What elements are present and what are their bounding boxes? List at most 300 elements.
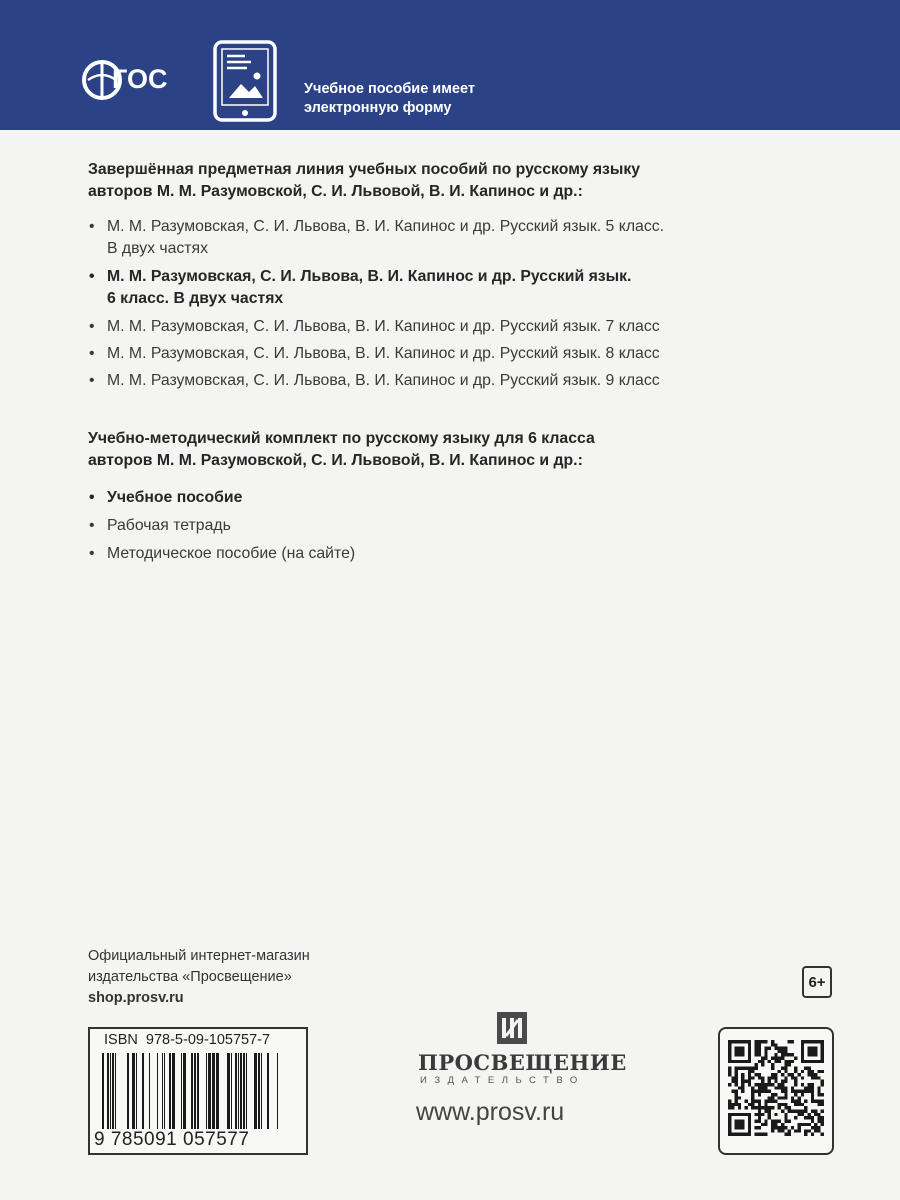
qr-module	[758, 1090, 761, 1093]
qr-module	[778, 1126, 781, 1129]
qr-module	[804, 1116, 807, 1119]
qr-module	[741, 1080, 744, 1083]
publisher-name: ПРОСВЕЩЕНИЕ	[418, 1050, 627, 1075]
qr-module	[731, 1090, 734, 1093]
qr-module	[758, 1133, 761, 1136]
qr-module	[807, 1070, 810, 1073]
list-item-text: 6 класс. В двух частях	[107, 290, 284, 307]
qr-module	[784, 1090, 787, 1093]
qr-module	[804, 1100, 807, 1103]
qr-module	[807, 1073, 810, 1076]
qr-module	[784, 1133, 787, 1136]
list-item-text: М. М. Разумовская, С. И. Львова, В. И. Капинос и др. Русский язык.	[107, 268, 632, 285]
qr-module	[774, 1119, 777, 1122]
qr-module	[774, 1057, 777, 1060]
qr-module	[821, 1083, 824, 1086]
qr-module	[781, 1047, 784, 1050]
qr-module	[774, 1076, 777, 1079]
qr-module	[821, 1100, 824, 1103]
qr-module	[754, 1040, 757, 1043]
qr-module	[814, 1123, 817, 1126]
qr-module	[794, 1057, 797, 1060]
qr-module	[794, 1110, 797, 1113]
qr-module	[761, 1123, 764, 1126]
qr-module	[801, 1093, 804, 1096]
qr-module	[728, 1103, 731, 1106]
qr-module	[751, 1093, 754, 1096]
qr-module	[784, 1070, 787, 1073]
qr-module	[804, 1090, 807, 1093]
qr-module	[771, 1057, 774, 1060]
qr-module	[784, 1096, 787, 1099]
qr-module	[788, 1063, 791, 1066]
qr-module	[774, 1080, 777, 1083]
qr-module	[758, 1086, 761, 1089]
qr-module	[735, 1090, 738, 1093]
qr-module	[791, 1060, 794, 1063]
publisher-subtitle: ИЗДАТЕЛЬСТВО	[420, 1075, 585, 1086]
qr-module	[771, 1043, 774, 1046]
qr-module	[768, 1076, 771, 1079]
shop-line-1: Официальный интернет-магазин	[88, 948, 310, 964]
qr-module	[804, 1133, 807, 1136]
qr-module	[741, 1083, 744, 1086]
qr-module	[751, 1066, 754, 1069]
qr-module	[821, 1116, 824, 1119]
qr-module	[794, 1103, 797, 1106]
qr-module	[781, 1103, 784, 1106]
qr-module	[784, 1063, 787, 1066]
kit-title-line-1: Учебно-методический комплект по русскому языку для 6 класса	[88, 430, 595, 447]
qr-module	[758, 1126, 761, 1129]
qr-module	[768, 1110, 771, 1113]
qr-module	[758, 1100, 761, 1103]
qr-module	[807, 1116, 810, 1119]
qr-module	[768, 1080, 771, 1083]
barcode-bar	[164, 1053, 165, 1129]
series-section	[88, 159, 828, 392]
isbn-label: ISBN 978-5-09-105757-7	[104, 1032, 271, 1048]
qr-module	[768, 1106, 771, 1109]
barcode-bar	[197, 1053, 199, 1129]
barcode-bar	[127, 1053, 129, 1129]
qr-module	[817, 1119, 820, 1122]
qr-module	[798, 1100, 801, 1103]
qr-code-image[interactable]	[728, 1040, 824, 1136]
qr-module	[807, 1090, 810, 1093]
qr-module	[814, 1113, 817, 1116]
qr-module	[791, 1073, 794, 1076]
series-list	[88, 216, 828, 392]
list-item-text: М. М. Разумовская, С. И. Львова, В. И. Капинос и др. Русский язык. 5 класс.	[107, 218, 665, 235]
qr-module	[771, 1129, 774, 1132]
qr-module	[774, 1053, 777, 1056]
eform-line-1: Учебное пособие имеет	[304, 81, 475, 97]
qr-module	[761, 1106, 764, 1109]
qr-module	[811, 1119, 814, 1122]
qr-module	[754, 1119, 757, 1122]
qr-module	[821, 1080, 824, 1083]
qr-module	[814, 1129, 817, 1132]
qr-module	[788, 1060, 791, 1063]
qr-module	[764, 1086, 767, 1089]
qr-module	[778, 1096, 781, 1099]
qr-module	[791, 1086, 794, 1089]
qr-module	[758, 1110, 761, 1113]
barcode-bar	[240, 1053, 242, 1129]
list-item	[88, 316, 828, 338]
qr-module	[735, 1103, 738, 1106]
qr-module	[804, 1086, 807, 1089]
barcode-bar	[206, 1053, 207, 1129]
qr-module	[814, 1073, 817, 1076]
qr-module	[758, 1119, 761, 1122]
qr-module	[798, 1096, 801, 1099]
qr-module	[817, 1093, 820, 1096]
barcode-bar	[246, 1053, 247, 1129]
qr-module	[764, 1106, 767, 1109]
qr-module	[771, 1063, 774, 1066]
qr-module	[817, 1103, 820, 1106]
qr-module	[748, 1076, 751, 1079]
qr-module	[814, 1076, 817, 1079]
qr-module	[745, 1106, 748, 1109]
qr-module	[741, 1073, 744, 1076]
qr-module	[778, 1070, 781, 1073]
qr-code-box	[718, 1027, 834, 1155]
qr-module	[758, 1083, 761, 1086]
qr-module	[821, 1123, 824, 1126]
qr-module	[784, 1103, 787, 1106]
qr-module	[794, 1116, 797, 1119]
qr-module	[821, 1110, 824, 1113]
qr-module	[821, 1119, 824, 1122]
qr-module	[784, 1086, 787, 1089]
qr-module	[761, 1060, 764, 1063]
barcode-bar	[169, 1053, 171, 1129]
qr-module	[738, 1096, 741, 1099]
qr-module	[788, 1073, 791, 1076]
qr-module	[781, 1090, 784, 1093]
barcode-bar	[194, 1053, 196, 1129]
prosveshchenie-logo-icon	[497, 1012, 527, 1044]
qr-module	[758, 1093, 761, 1096]
qr-module	[781, 1050, 784, 1053]
qr-module	[764, 1057, 767, 1060]
qr-module	[814, 1110, 817, 1113]
qr-module	[764, 1123, 767, 1126]
qr-module	[761, 1063, 764, 1066]
series-title-line-2: авторов М. М. Разумовской, С. И. Львовой, В. И. Капинос и др.:	[88, 183, 583, 200]
qr-module	[794, 1080, 797, 1083]
qr-module	[788, 1133, 791, 1136]
qr-module	[778, 1129, 781, 1132]
qr-module	[771, 1106, 774, 1109]
qr-module	[758, 1040, 761, 1043]
qr-module	[764, 1083, 767, 1086]
qr-module	[764, 1133, 767, 1136]
qr-module	[811, 1093, 814, 1096]
qr-module	[784, 1060, 787, 1063]
qr-module	[735, 1100, 738, 1103]
qr-module	[784, 1076, 787, 1079]
qr-module	[778, 1083, 781, 1086]
qr-module	[807, 1066, 810, 1069]
qr-module	[794, 1083, 797, 1086]
qr-module	[791, 1096, 794, 1099]
barcode-bar	[115, 1053, 116, 1129]
list-item-text: В двух частях	[107, 240, 208, 257]
barcode-bar	[181, 1053, 182, 1129]
qr-module	[794, 1070, 797, 1073]
barcode-bar	[254, 1053, 257, 1129]
qr-module	[761, 1040, 764, 1043]
qr-module	[784, 1053, 787, 1056]
qr-module	[771, 1096, 774, 1099]
qr-module	[811, 1126, 814, 1129]
qr-module	[798, 1073, 801, 1076]
publisher-website[interactable]: www.prosv.ru	[416, 1098, 565, 1126]
qr-module	[817, 1126, 820, 1129]
qr-module	[745, 1080, 748, 1083]
qr-module	[784, 1093, 787, 1096]
qr-module	[781, 1086, 784, 1089]
qr-module	[764, 1040, 767, 1043]
qr-module	[771, 1073, 774, 1076]
qr-module	[758, 1050, 761, 1053]
eform-notice	[304, 80, 475, 118]
qr-module	[814, 1100, 817, 1103]
qr-module	[784, 1126, 787, 1129]
qr-module	[817, 1076, 820, 1079]
qr-module	[741, 1086, 744, 1089]
qr-module	[778, 1060, 781, 1063]
qr-module	[778, 1057, 781, 1060]
qr-module	[798, 1123, 801, 1126]
barcode-bar	[112, 1053, 114, 1129]
qr-module	[771, 1076, 774, 1079]
series-title-line-1: Завершённая предметная линия учебных пособий по русскому языку	[88, 161, 641, 178]
barcode-bar	[216, 1053, 219, 1129]
qr-module	[817, 1086, 820, 1089]
qr-module	[728, 1070, 731, 1073]
qr-module	[817, 1116, 820, 1119]
qr-module	[811, 1116, 814, 1119]
qr-module	[738, 1103, 741, 1106]
qr-module	[768, 1096, 771, 1099]
list-item-text: М. М. Разумовская, С. И. Львова, В. И. Капинос и др. Русский язык. 9 класс	[107, 372, 660, 389]
qr-module	[801, 1103, 804, 1106]
qr-module	[801, 1113, 804, 1116]
barcode-bar	[142, 1053, 144, 1129]
qr-module	[804, 1106, 807, 1109]
qr-module	[758, 1060, 761, 1063]
qr-module	[761, 1083, 764, 1086]
qr-module	[745, 1100, 748, 1103]
qr-module	[781, 1129, 784, 1132]
qr-module	[764, 1090, 767, 1093]
qr-module	[731, 1103, 734, 1106]
qr-module	[771, 1093, 774, 1096]
shop-info	[88, 946, 310, 1009]
qr-module	[794, 1093, 797, 1096]
qr-module	[794, 1076, 797, 1079]
qr-module	[748, 1083, 751, 1086]
qr-module	[798, 1113, 801, 1116]
barcode-bar	[136, 1053, 137, 1129]
qr-module	[821, 1103, 824, 1106]
qr-module	[798, 1126, 801, 1129]
qr-module	[738, 1106, 741, 1109]
qr-module	[754, 1090, 757, 1093]
qr-module	[807, 1047, 817, 1057]
tablet-image-icon	[213, 40, 277, 122]
shop-url[interactable]: shop.prosv.ru	[88, 990, 184, 1006]
qr-module	[774, 1113, 777, 1116]
barcode-bar	[162, 1053, 163, 1129]
list-item	[88, 216, 828, 260]
qr-module	[735, 1080, 738, 1083]
barcode-bar	[243, 1053, 245, 1129]
qr-module	[771, 1123, 774, 1126]
barcode-bar	[172, 1053, 175, 1129]
qr-module	[754, 1050, 757, 1053]
shop-line-2: издательства «Просвещение»	[88, 969, 292, 985]
qr-module	[748, 1066, 751, 1069]
qr-module	[741, 1090, 744, 1093]
qr-module	[758, 1043, 761, 1046]
qr-module	[798, 1110, 801, 1113]
qr-module	[801, 1083, 804, 1086]
barcode-bar	[110, 1053, 111, 1129]
qr-module	[791, 1100, 794, 1103]
qr-module	[735, 1073, 738, 1076]
qr-module	[774, 1060, 777, 1063]
qr-module	[754, 1066, 757, 1069]
qr-module	[788, 1110, 791, 1113]
qr-module	[817, 1070, 820, 1073]
qr-module	[751, 1070, 754, 1073]
qr-module	[794, 1066, 797, 1069]
barcode-bar	[132, 1053, 135, 1129]
qr-module	[735, 1070, 738, 1073]
qr-module	[798, 1129, 801, 1132]
qr-module	[754, 1113, 757, 1116]
qr-module	[754, 1100, 757, 1103]
qr-module	[771, 1126, 774, 1129]
qr-module	[817, 1090, 820, 1093]
qr-module	[764, 1110, 767, 1113]
qr-module	[807, 1113, 810, 1116]
list-item-text: М. М. Разумовская, С. И. Львова, В. И. Капинос и др. Русский язык. 7 класс	[107, 318, 660, 335]
qr-module	[774, 1047, 777, 1050]
qr-module	[781, 1073, 784, 1076]
qr-module	[811, 1090, 814, 1093]
barcode-image	[98, 1053, 298, 1129]
qr-module	[728, 1066, 731, 1069]
qr-module	[821, 1133, 824, 1136]
qr-module	[784, 1050, 787, 1053]
qr-module	[771, 1100, 774, 1103]
qr-module	[768, 1047, 771, 1050]
qr-module	[761, 1080, 764, 1083]
qr-module	[811, 1100, 814, 1103]
qr-module	[821, 1070, 824, 1073]
qr-module	[768, 1116, 771, 1119]
qr-module	[781, 1096, 784, 1099]
qr-module	[758, 1116, 761, 1119]
header-banner	[0, 0, 900, 130]
qr-module	[758, 1053, 761, 1056]
qr-module	[751, 1086, 754, 1089]
qr-module	[804, 1066, 807, 1069]
qr-module	[817, 1113, 820, 1116]
qr-module	[748, 1073, 751, 1076]
barcode-bar	[191, 1053, 193, 1129]
qr-module	[788, 1040, 791, 1043]
qr-module	[801, 1110, 804, 1113]
barcode-bar	[235, 1053, 237, 1129]
barcode-bar	[149, 1053, 150, 1129]
qr-module	[761, 1086, 764, 1089]
barcode-bar	[107, 1053, 109, 1129]
qr-module	[728, 1073, 731, 1076]
qr-module	[804, 1129, 807, 1132]
qr-module	[811, 1070, 814, 1073]
qr-module	[791, 1076, 794, 1079]
barcode-bar	[208, 1053, 211, 1129]
qr-module	[751, 1100, 754, 1103]
qr-module	[774, 1086, 777, 1089]
qr-module	[745, 1066, 748, 1069]
qr-module	[728, 1083, 731, 1086]
qr-module	[761, 1113, 764, 1116]
qr-module	[778, 1047, 781, 1050]
eform-line-2: электронную форму	[304, 100, 452, 116]
series-title	[88, 159, 828, 203]
barcode-bar	[231, 1053, 232, 1129]
qr-module	[788, 1119, 791, 1122]
qr-module	[774, 1043, 777, 1046]
qr-module	[781, 1083, 784, 1086]
qr-module	[807, 1083, 810, 1086]
qr-module	[781, 1080, 784, 1083]
qr-module	[811, 1073, 814, 1076]
qr-module	[735, 1047, 745, 1057]
qr-module	[804, 1123, 807, 1126]
qr-module	[817, 1100, 820, 1103]
qr-module	[801, 1076, 804, 1079]
qr-module	[764, 1103, 767, 1106]
qr-module	[741, 1076, 744, 1079]
qr-module	[778, 1086, 781, 1089]
qr-module	[811, 1086, 814, 1089]
qr-module	[811, 1083, 814, 1086]
qr-module	[768, 1100, 771, 1103]
qr-module	[784, 1116, 787, 1119]
qr-module	[807, 1129, 810, 1132]
qr-module	[774, 1093, 777, 1096]
qr-module	[778, 1103, 781, 1106]
qr-module	[791, 1126, 794, 1129]
list-item	[88, 343, 828, 365]
qr-module	[781, 1057, 784, 1060]
qr-module	[778, 1106, 781, 1109]
qr-module	[781, 1123, 784, 1126]
qr-module	[771, 1066, 774, 1069]
qr-module	[794, 1100, 797, 1103]
qr-module	[807, 1123, 810, 1126]
